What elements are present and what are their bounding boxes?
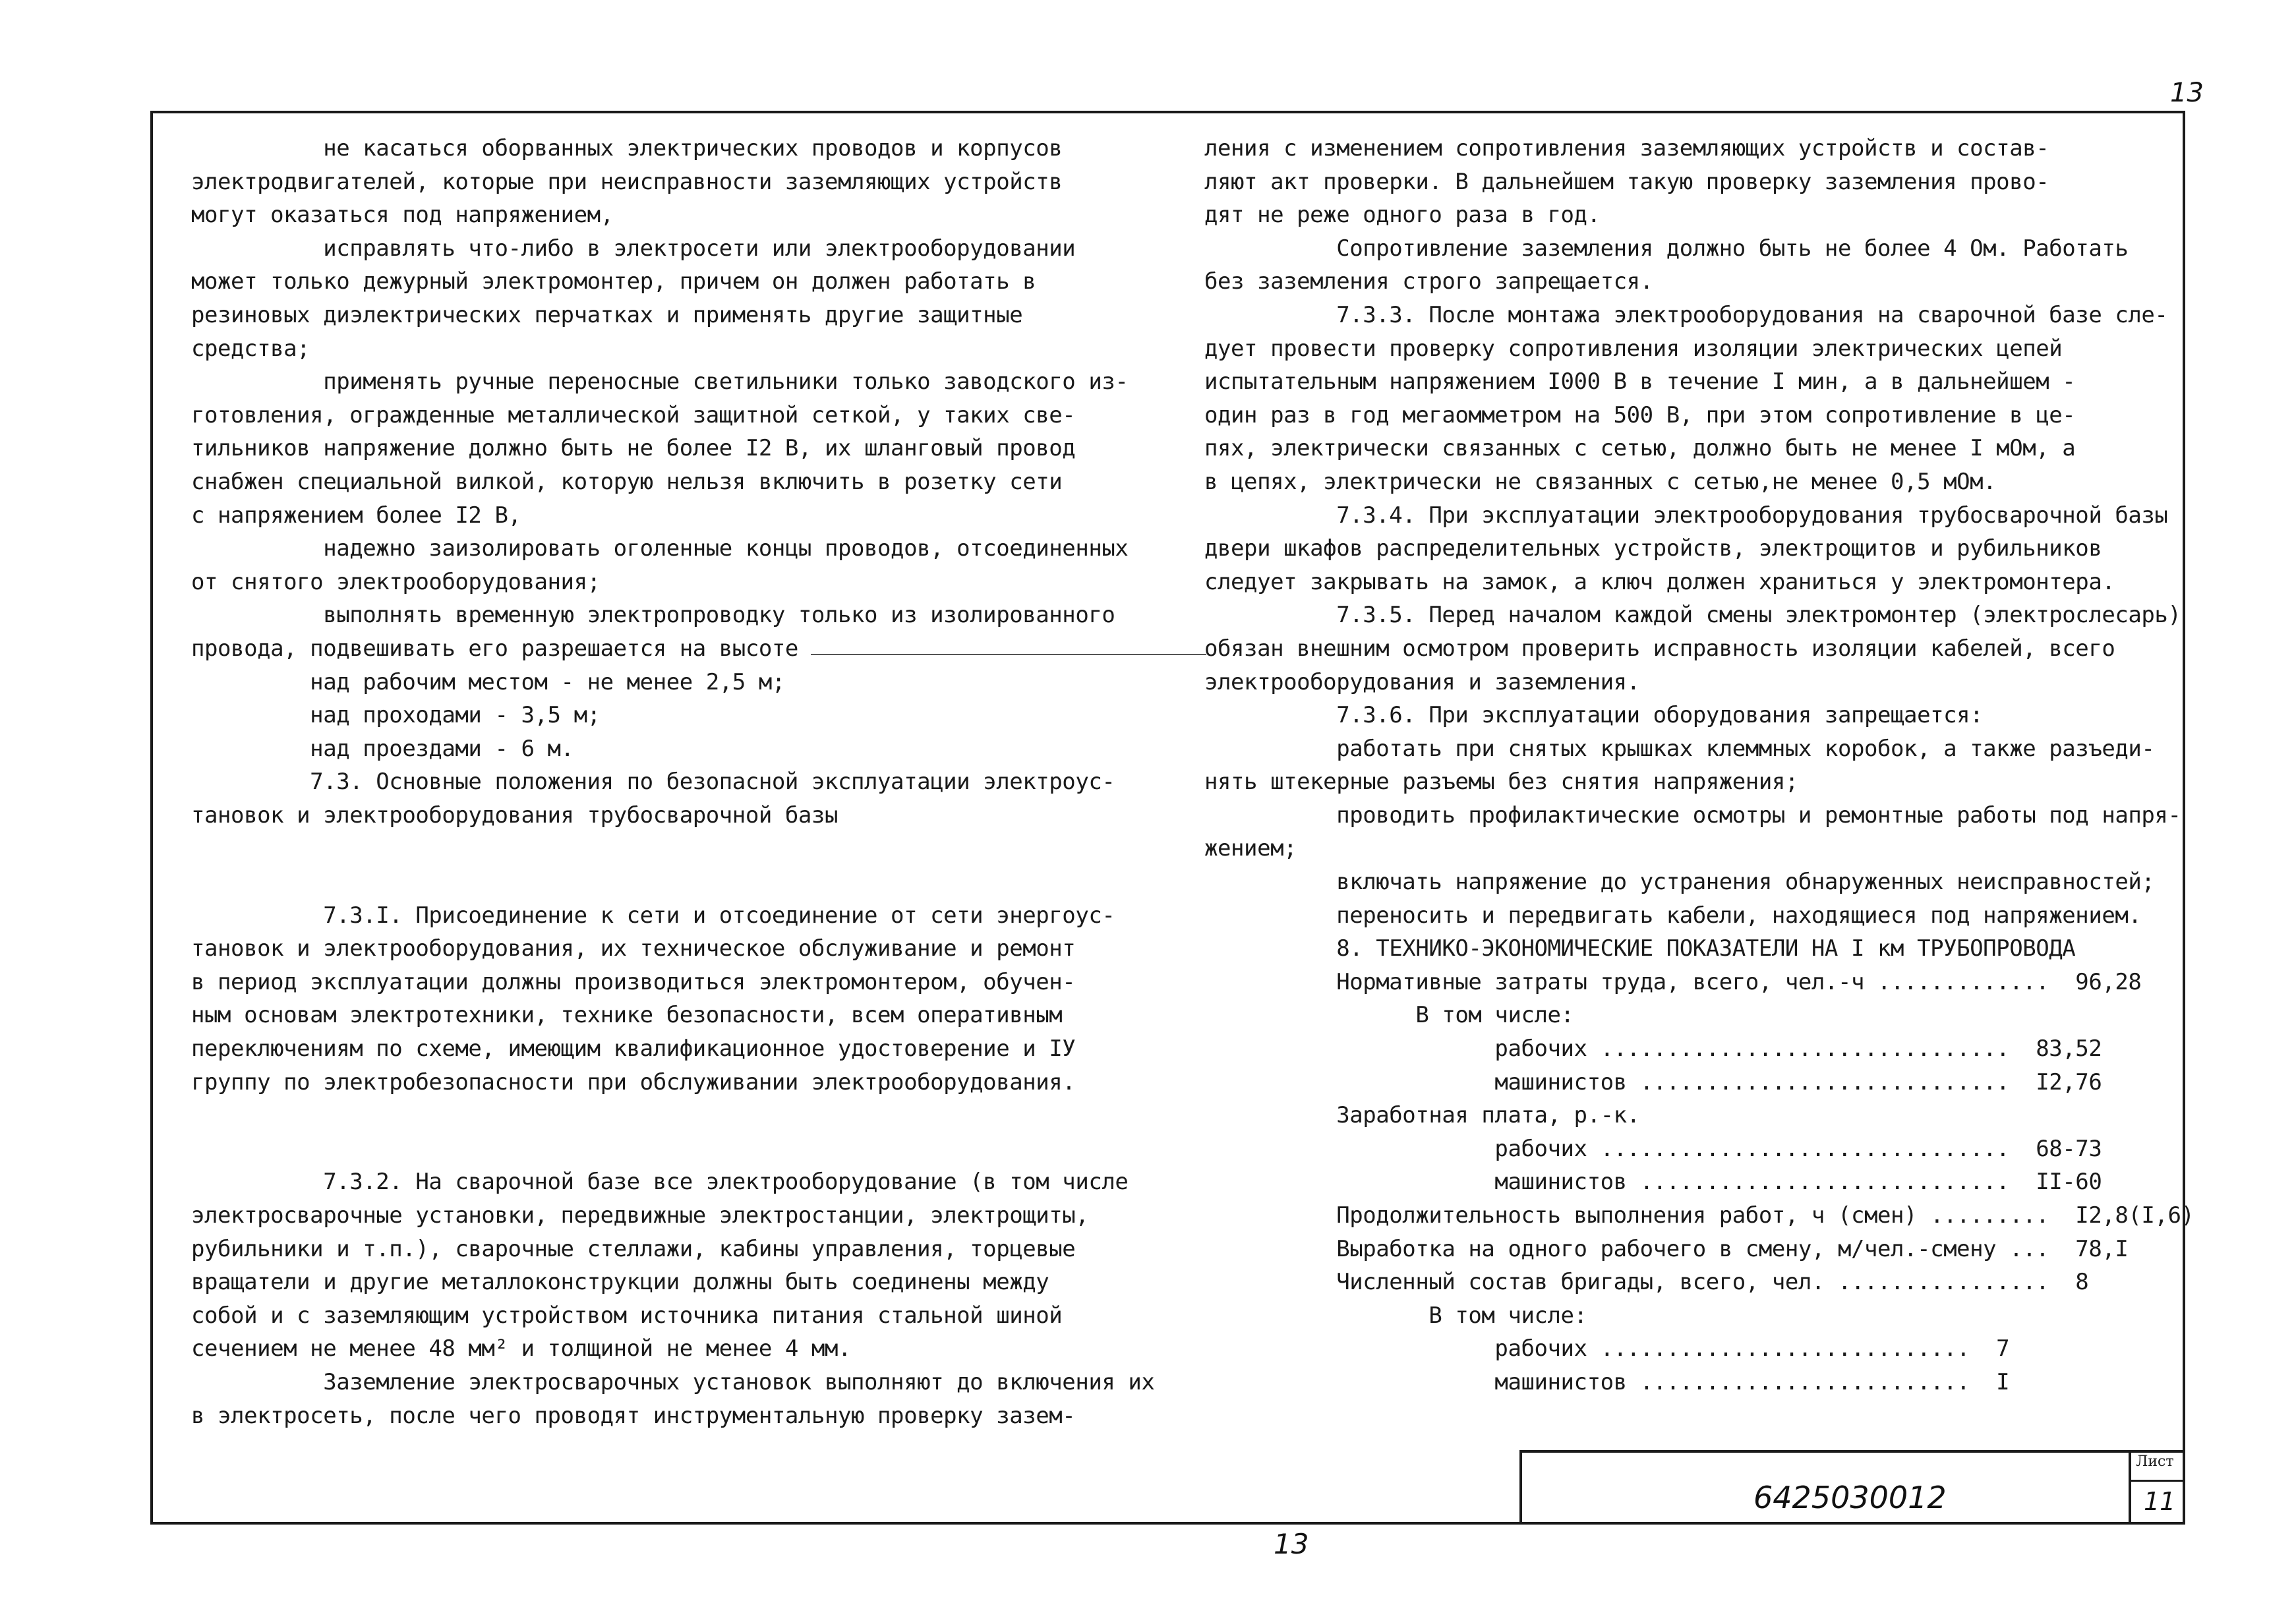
left-column-line: группу по электробезопасности при обслуживании электрооборудования.	[191, 1068, 1076, 1095]
bottom-page-number: 13	[1274, 1528, 1309, 1560]
right-column-line: нять штекерные разъемы без снятия напряжения;	[1204, 769, 1798, 796]
left-column-line: в электросеть, после чего проводят инструментальную проверку зазем-	[191, 1402, 1076, 1429]
right-column-line: работать при снятых крышках клеммных коробок, а также разъеди-	[1204, 735, 2155, 762]
right-column-line: дует провести проверку сопротивления изоляции электрических цепей	[1204, 335, 2063, 362]
left-column-line: тановок и электрооборудования, их техническое обслуживание и ремонт	[191, 935, 1076, 962]
left-column-line: резиновых диэлектрических перчатках и применять другие защитные	[191, 301, 1023, 328]
right-column-line: ления с изменением сопротивления заземляющих устройств и состав-	[1204, 135, 2049, 161]
right-column-line: Заработная плата, р.-к.	[1204, 1102, 1640, 1129]
right-column-line: рабочих ............................ 7	[1204, 1335, 2010, 1362]
left-column-line: применять ручные переносные светильники только заводского из-	[191, 368, 1129, 395]
sheet-label: Лист	[2136, 1453, 2174, 1470]
right-column-line: 7.3.6. При эксплуатации оборудования запрещается:	[1204, 702, 1984, 729]
right-column-line: испытательным напряжением I000 В в течение I мин, а в дальнейшем -	[1204, 368, 2076, 395]
right-column-line: Нормативные затраты труда, всего, чел.-ч ............. 96,28	[1204, 968, 2142, 995]
left-column-line: электросварочные установки, передвижные электростанции, электрощиты,	[191, 1202, 1089, 1229]
document-code: 6425030012	[1753, 1480, 1947, 1515]
right-column-line: один раз в год мегаомметром на 500 В, при этом сопротивление в це-	[1204, 401, 2076, 428]
right-column-line: без заземления строго запрещается.	[1204, 268, 1653, 295]
right-column-line: двери шкафов распределительных устройств, электрощитов и рубильников	[1204, 535, 2102, 562]
left-column-line: исправлять что-либо в электросети или электрооборудовании	[191, 235, 1076, 262]
right-column-line: электрооборудования и заземления.	[1204, 668, 1640, 695]
right-column-line: 8. ТЕХНИКО-ЭКОНОМИЧЕСКИЕ ПОКАЗАТЕЛИ НА I км ТРУБОПРОВОДА	[1204, 935, 2076, 962]
left-column-line: ным основам электротехники, технике безопасности, всем оперативным	[191, 1002, 1063, 1029]
left-column-line	[191, 1099, 1154, 1165]
left-column-line: над рабочим местом - не менее 2,5 м;	[191, 668, 785, 695]
title-block-right-edge	[2183, 1450, 2185, 1525]
right-column-line: машинистов ............................ I2,76	[1204, 1068, 2102, 1095]
left-column-line: в период эксплуатации должны производиться электромонтером, обучен-	[191, 968, 1076, 995]
right-column-line: В том числе:	[1204, 1002, 1574, 1029]
left-column-line: с напряжением более I2 В,	[191, 502, 521, 529]
right-column-line: 7.3.3. После монтажа электрооборудования на сварочной базе сле-	[1204, 301, 2168, 328]
left-column-line: 7.3. Основные положения по безопасной эксплуатации электроус-	[191, 769, 1115, 796]
left-column-line: тановок и электрооборудования трубосварочной базы	[191, 802, 838, 829]
left-column-line: над проездами - 6 м.	[191, 735, 574, 762]
right-column-line: машинистов ............................ II-60	[1204, 1169, 2102, 1196]
right-column-line: ляют акт проверки. В дальнейшем такую проверку заземления прово-	[1204, 168, 2049, 195]
left-column-line: снабжен специальной вилкой, которую нельзя включить в розетку сети	[191, 468, 1063, 495]
left-column-line: могут оказаться под напряжением,	[191, 202, 614, 229]
right-column-line: жением;	[1204, 835, 1297, 862]
left-column-line: средства;	[191, 335, 310, 362]
right-column-line: Сопротивление заземления должно быть не более 4 Ом. Работать	[1204, 235, 2129, 262]
right-column-line: машинистов ......................... I	[1204, 1368, 2010, 1395]
sheet-number: 11	[2144, 1487, 2176, 1516]
right-column-line: рабочих ............................... 68-73	[1204, 1135, 2102, 1162]
left-column-line: над проходами - 3,5 м;	[191, 702, 601, 729]
left-column-line: провода, подвешивать его разрешается на высоте	[191, 635, 798, 662]
right-column-line: В том числе:	[1204, 1302, 1587, 1329]
left-column-line: рубильники и т.п.), сварочные стеллажи, кабины управления, торцевые	[191, 1235, 1076, 1262]
right-column-line: Численный состав бригады, всего, чел. ................ 8	[1204, 1269, 2089, 1296]
right-column-line: проводить профилактические осмотры и ремонтные работы под напря-	[1204, 802, 2181, 829]
corner-page-number: 13	[2170, 78, 2204, 108]
title-block-sheet-separator	[2129, 1480, 2185, 1482]
left-column-line: выполнять временную электропроводку только из изолированного	[191, 602, 1115, 629]
right-column-line: обязан внешним осмотром проверить исправность изоляции кабелей, всего	[1204, 635, 2115, 662]
right-column-line: включать напряжение до устранения обнаруженных неисправностей;	[1204, 869, 2155, 896]
right-column-line: Выработка на одного рабочего в смену, м/чел.-смену ... 78,I	[1204, 1235, 2129, 1262]
right-column-line: 7.3.5. Перед началом каждой смены электромонтер (электрослесарь)	[1204, 602, 2181, 629]
right-column-line: следует закрывать на замок, а ключ должен храниться у электромонтера.	[1204, 568, 2115, 595]
left-column-line: готовления, огражденные металлической защитной сеткой, у таких све-	[191, 401, 1076, 428]
left-column-line: 7.3.2. На сварочной базе все электрооборудование (в том числе	[191, 1169, 1129, 1196]
left-column-line: не касаться оборванных электрических проводов и корпусов	[191, 135, 1063, 161]
left-column-line: может только дежурный электромонтер, причем он должен работать в	[191, 268, 1036, 295]
left-column-line: Заземление электросварочных установок выполняют до включения их	[191, 1368, 1155, 1395]
right-column-line: переносить и передвигать кабели, находящиеся под напряжением.	[1204, 902, 2142, 929]
left-text-column	[191, 132, 1154, 1432]
left-column-line	[191, 832, 1154, 898]
left-column-line: 7.3.I. Присоединение к сети и отсоединение от сети энергоус-	[191, 902, 1115, 929]
left-column-line: тильников напряжение должно быть не более I2 В, их шланговый провод	[191, 435, 1076, 462]
right-column-line: Продолжительность выполнения работ, ч (смен) ......... I2,8(I,6)	[1204, 1202, 2194, 1229]
right-column-line: дят не реже одного раза в год.	[1204, 202, 1601, 229]
left-column-line: вращатели и другие металлоконструкции должны быть соединены между	[191, 1269, 1049, 1296]
left-column-line: надежно заизолировать оголенные концы проводов, отсоединенных	[191, 535, 1129, 562]
right-column-line: рабочих ............................... 83,52	[1204, 1035, 2102, 1063]
left-column-line: сечением не менее 48 мм² и толщиной не менее 4 мм.	[191, 1335, 851, 1362]
left-column-line: от снятого электрооборудования;	[191, 568, 601, 595]
title-block-divider	[2129, 1450, 2131, 1525]
right-column-line: в цепях, электрически не связанных с сетью,не менее 0,5 мОм.	[1204, 468, 1997, 495]
left-column-line: собой и с заземляющим устройством источника питания стальной шиной	[191, 1302, 1063, 1329]
left-column-line: электродвигателей, которые при неисправности заземляющих устройств	[191, 168, 1063, 195]
right-column-line: пях, электрически связанных с сетью, должно быть не менее I мОм, а	[1204, 435, 2076, 462]
left-column-line: переключениям по схеме, имеющим квалификационное удостоверение и IУ	[191, 1035, 1076, 1063]
right-column-line: 7.3.4. При эксплуатации электрооборудования трубосварочной базы	[1204, 502, 2168, 529]
right-text-column	[1204, 132, 2194, 1399]
